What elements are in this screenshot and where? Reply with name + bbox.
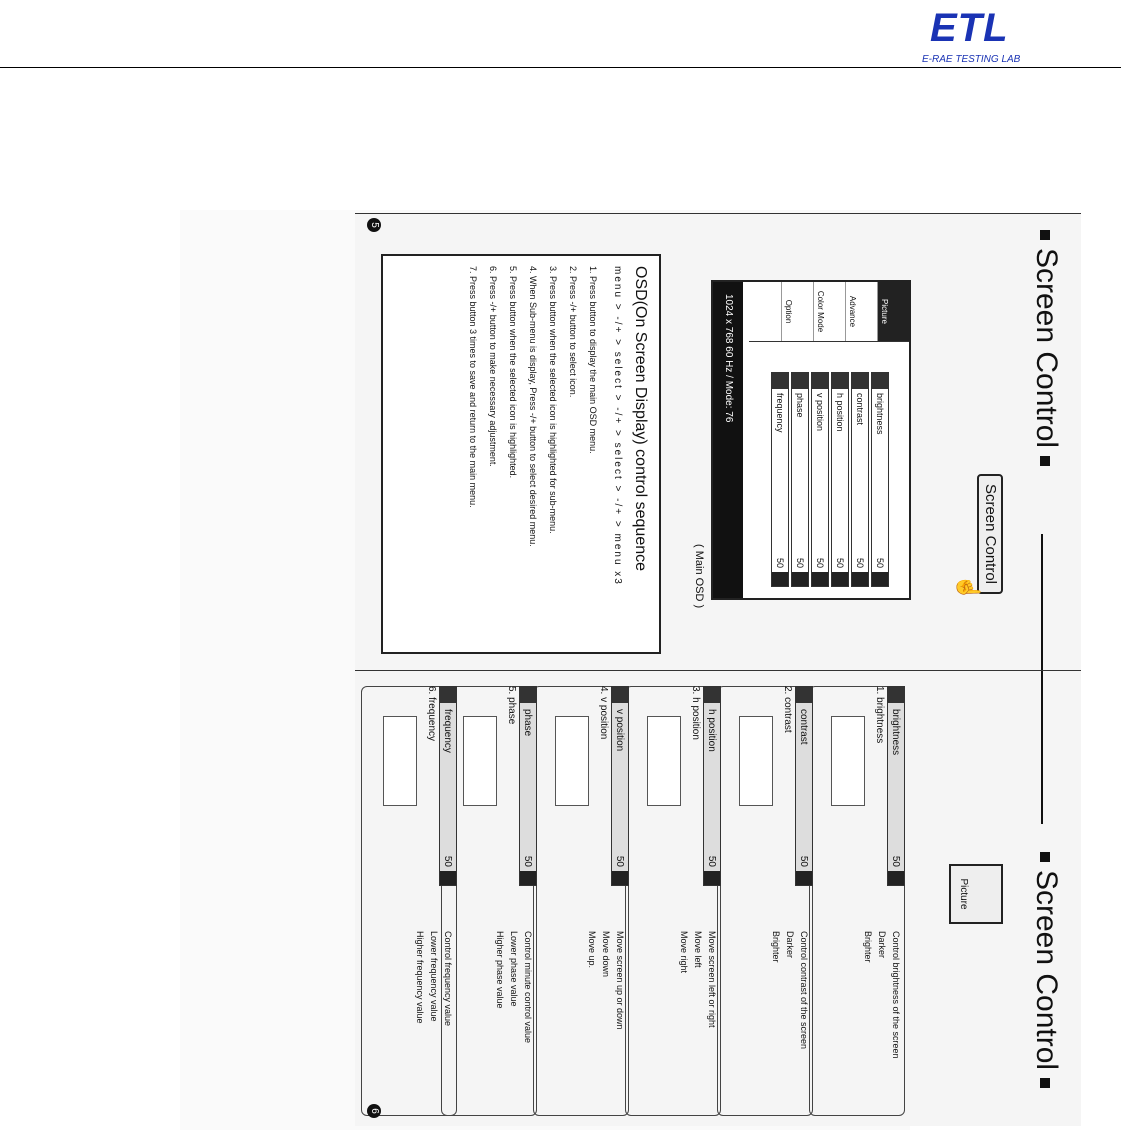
osd-tab-column: [749, 282, 909, 342]
slider-graphic: [739, 716, 773, 806]
slider-graphic: [647, 716, 681, 806]
sun-icon: [888, 687, 904, 703]
control-block-h-position: h position 50 3. h position Move screen left or right Move left Move right: [621, 686, 721, 1116]
instruction-step: 1. Press button to display the main OSD menu.: [588, 266, 598, 454]
arrow-icon: [704, 871, 720, 885]
control-block-v-position: v position 50 4. v position Move screen up or down Move down Move up.: [529, 686, 629, 1116]
title-rule: [1041, 534, 1043, 824]
frequency-icon: [440, 687, 456, 703]
arrow-icon: [792, 572, 808, 586]
control-block-phase: phase 50 5. phase Control minute control value Lower phase value Higher phase value: [437, 686, 537, 1116]
arrow-icon: [888, 871, 904, 885]
arrow-icon: [812, 572, 828, 586]
etl-logo: [918, 6, 1068, 68]
slider-graphic: [463, 716, 497, 806]
header-rule: [0, 67, 1121, 68]
osd-setting-list: [769, 372, 889, 587]
arrow-icon: [772, 572, 788, 586]
h-position-icon: [704, 687, 720, 703]
phase-icon: [520, 687, 536, 703]
arrow-icon: [520, 871, 536, 885]
rotated-manual-spread: [355, 213, 1081, 1126]
screen-control-button: Screen Control: [977, 474, 1003, 594]
osd-tab-advance: Advance: [845, 282, 877, 341]
osd-row: h position 50: [831, 372, 849, 587]
sequence-title: OSD(On Screen Display) control sequence: [632, 266, 649, 572]
control-block-brightness: brightness 50 1. brightness Control brightness of the screen Darker Brighter: [805, 686, 905, 1116]
page-divider: [355, 670, 1081, 671]
slider-graphic: [383, 716, 417, 806]
picture-button: Picture: [949, 864, 1003, 924]
instruction-step: 6. Press -/+ button to make necessary adjustment.: [488, 266, 498, 467]
arrow-icon: [852, 572, 868, 586]
slider-graphic: [555, 716, 589, 806]
v-position-icon: [612, 687, 628, 703]
osd-row: brightness 50: [871, 372, 889, 587]
main-osd-panel: [711, 280, 911, 600]
arrow-icon: [832, 572, 848, 586]
osd-row: phase 50: [791, 372, 809, 587]
osd-row: frequency 50: [771, 372, 789, 587]
page-number-right: 6: [367, 1104, 381, 1118]
frequency-icon: [772, 373, 788, 389]
right-page-title: Screen Control: [1029, 844, 1063, 1096]
logo-subtitle: E-RAE TESTING LAB: [922, 54, 1021, 65]
arrow-icon: [796, 871, 812, 885]
osd-row: contrast 50: [851, 372, 869, 587]
osd-tab-picture: Picture: [877, 282, 909, 341]
contrast-icon: [796, 687, 812, 703]
control-block-frequency: frequency 50 6. frequency Control frequency value Lower frequency value Higher frequency value: [357, 686, 457, 1116]
v-position-icon: [812, 373, 828, 389]
osd-status-bar: 1024 x 768 60 Hz / Mode: 76: [713, 282, 743, 598]
h-position-icon: [832, 373, 848, 389]
arrow-icon: [612, 871, 628, 885]
instruction-step: 7. Press button 3 times to save and return to the main menu.: [468, 266, 478, 508]
instruction-step: 5. Press button when the selected icon is highlighted.: [508, 266, 518, 479]
slider-graphic: [831, 716, 865, 806]
osd-caption: ( Main OSD ): [693, 544, 705, 609]
instruction-step: 2. Press -/+ button to select icon.: [568, 266, 578, 398]
logo-mark: ETL: [930, 6, 1009, 50]
pointing-hand-icon: ☝: [956, 574, 981, 602]
arrow-icon: [440, 871, 456, 885]
instruction-step: 3. Press button when the selected icon is highlighted for sub-menu.: [548, 266, 558, 534]
page-number-left: 5: [367, 218, 381, 232]
osd-row: v position 50: [811, 372, 829, 587]
instruction-step: 4. When Sub-menu is display, Press -/+ button to select desired menu.: [528, 266, 538, 547]
left-page-title: Screen Control: [1029, 222, 1063, 474]
osd-tab-color-mode: Color Mode: [813, 282, 845, 341]
osd-tab-option: Option: [781, 282, 813, 341]
sequence-instructions-box: [381, 254, 661, 654]
contrast-icon: [852, 373, 868, 389]
control-block-contrast: contrast 50 2. contrast Control contrast of the screen Darker Brighter: [713, 686, 813, 1116]
sun-icon: [872, 373, 888, 389]
phase-icon: [792, 373, 808, 389]
sequence-diagram: menu > -/+ > select > -/+ > select > -/+ > menu x3: [612, 266, 623, 586]
arrow-icon: [872, 572, 888, 586]
